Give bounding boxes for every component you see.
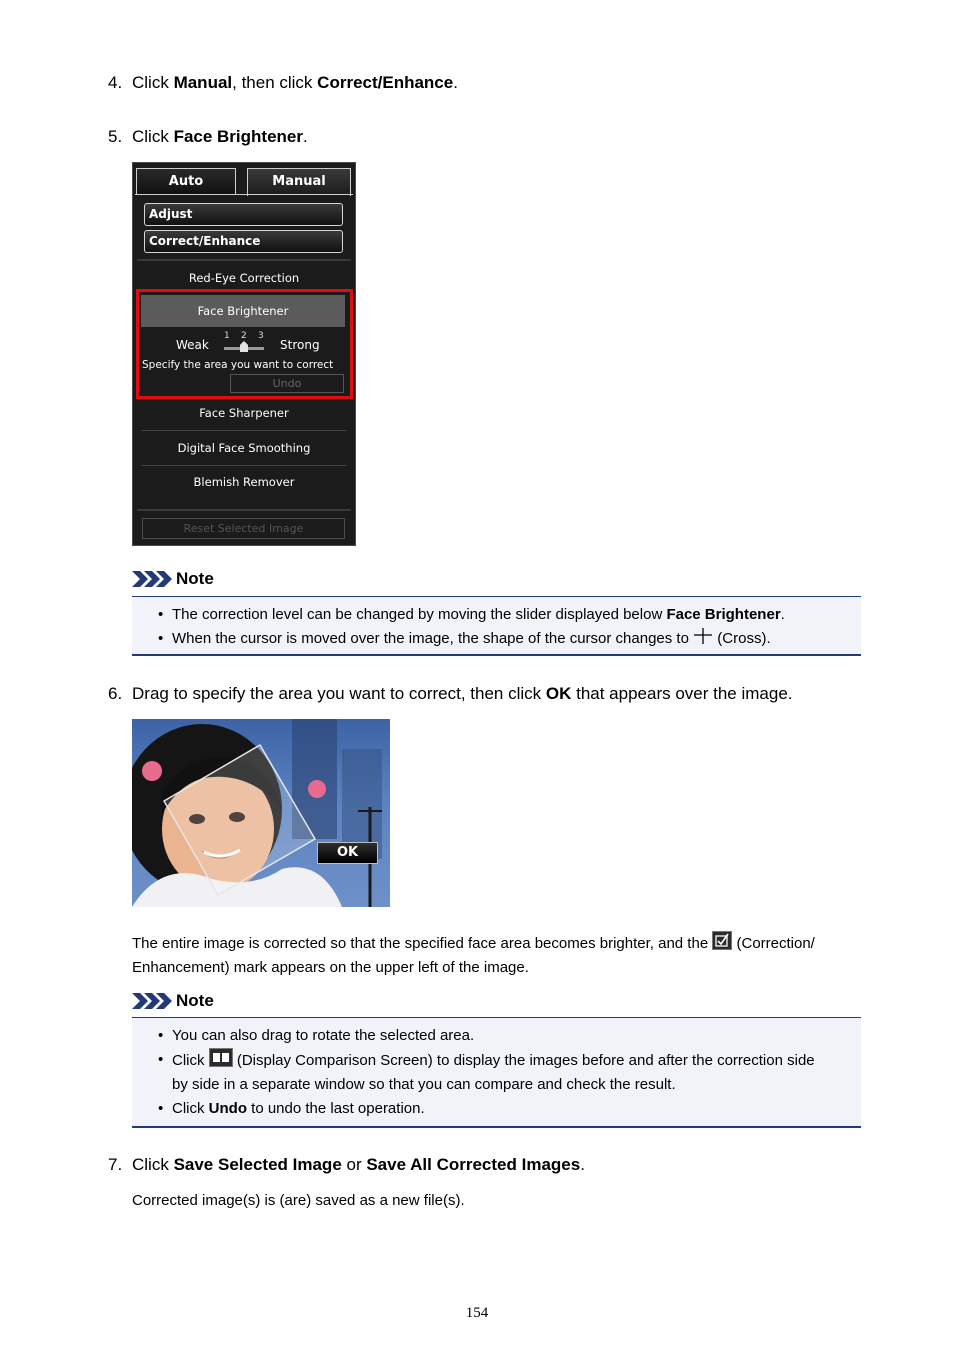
tab-auto[interactable]: Auto: [136, 168, 236, 194]
page-number: 154: [465, 1305, 489, 1321]
face-sharpener-item[interactable]: Face Sharpener: [141, 396, 347, 431]
display-comparison-screen-icon: [209, 1048, 233, 1067]
result-paragraph: The entire image is corrected so that the specified face area becomes brighter, and the (Correction/ Enhancement) mark appears on the upper left of the image.: [132, 931, 862, 980]
step-5: 5. Click Face Brightener.: [108, 127, 308, 146]
weak-label: Weak: [176, 338, 209, 352]
save-all-corrected-images-label: Save All Corrected Images: [366, 1155, 581, 1174]
ok-button[interactable]: OK: [317, 842, 378, 864]
note-2-heading: Note: [132, 991, 214, 1011]
adjust-button[interactable]: Adjust: [144, 203, 343, 226]
note-1-bullet-1: • The correction level can be changed by moving the slider displayed below Face Brightener.: [158, 603, 847, 627]
note-2-box: [132, 1017, 861, 1128]
tab-divider: [135, 194, 353, 195]
correction-enhancement-mark-icon: [712, 931, 732, 950]
note-1-box: [132, 596, 861, 656]
red-highlight-frame: [136, 289, 353, 399]
note-arrows-icon: [132, 993, 172, 1009]
strong-label: Strong: [280, 338, 320, 352]
note-1-heading: Note: [132, 569, 214, 589]
child-face-photo: [132, 719, 390, 907]
face-brightener-label: Face Brightener: [173, 127, 303, 146]
red-eye-correction-item[interactable]: Red-Eye Correction: [188, 271, 300, 285]
step-7: 7. Click Save Selected Image or Save All Corrected Images.: [108, 1155, 585, 1174]
saved-paragraph: Corrected image(s) is (are) saved as a new file(s).: [132, 1192, 465, 1209]
cross-cursor-icon: [693, 628, 713, 644]
correction-panel-screenshot: [132, 162, 356, 546]
digital-face-smoothing-item[interactable]: Digital Face Smoothing: [141, 431, 347, 466]
face-brightener-item[interactable]: Face Brightener: [141, 295, 345, 327]
reset-selected-image-button[interactable]: Reset Selected Image: [142, 518, 345, 539]
divider: [137, 509, 351, 511]
step-6: 6. Drag to specify the area you want to correct, then click OK that appears over the image.: [108, 684, 793, 703]
ok-label: OK: [545, 684, 572, 703]
correct-enhance-label: Correct/Enhance: [317, 73, 454, 92]
step-4: 4. Click Manual, then click Correct/Enhance.: [108, 73, 458, 92]
note-arrows-icon: [132, 571, 172, 587]
tick-2: 2: [241, 331, 247, 341]
specify-area-text: Specify the area you want to correct: [142, 359, 334, 371]
note-2-bullet-3: • Click Undo to undo the last operation.: [158, 1097, 847, 1121]
tick-3: 3: [258, 331, 264, 341]
note-2-bullet-2: • Click (Display Comparison Screen) to display the images before and after the correction side by side in a separate window so that you can compare and check the result.: [158, 1048, 847, 1097]
blemish-remover-item[interactable]: Blemish Remover: [193, 475, 295, 489]
photo-illustration: [132, 719, 390, 907]
undo-button[interactable]: Undo: [230, 374, 344, 393]
save-selected-image-label: Save Selected Image: [173, 1155, 342, 1174]
correct-enhance-button[interactable]: Correct/Enhance: [144, 230, 343, 253]
note-1-bullet-2: • When the cursor is moved over the image, the shape of the cursor changes to (Cross).: [158, 627, 847, 651]
note-2-bullet-1: • You can also drag to rotate the selected area.: [158, 1024, 847, 1048]
tab-manual[interactable]: Manual: [247, 168, 351, 196]
tick-1: 1: [224, 331, 230, 341]
manual-label: Manual: [173, 73, 233, 92]
